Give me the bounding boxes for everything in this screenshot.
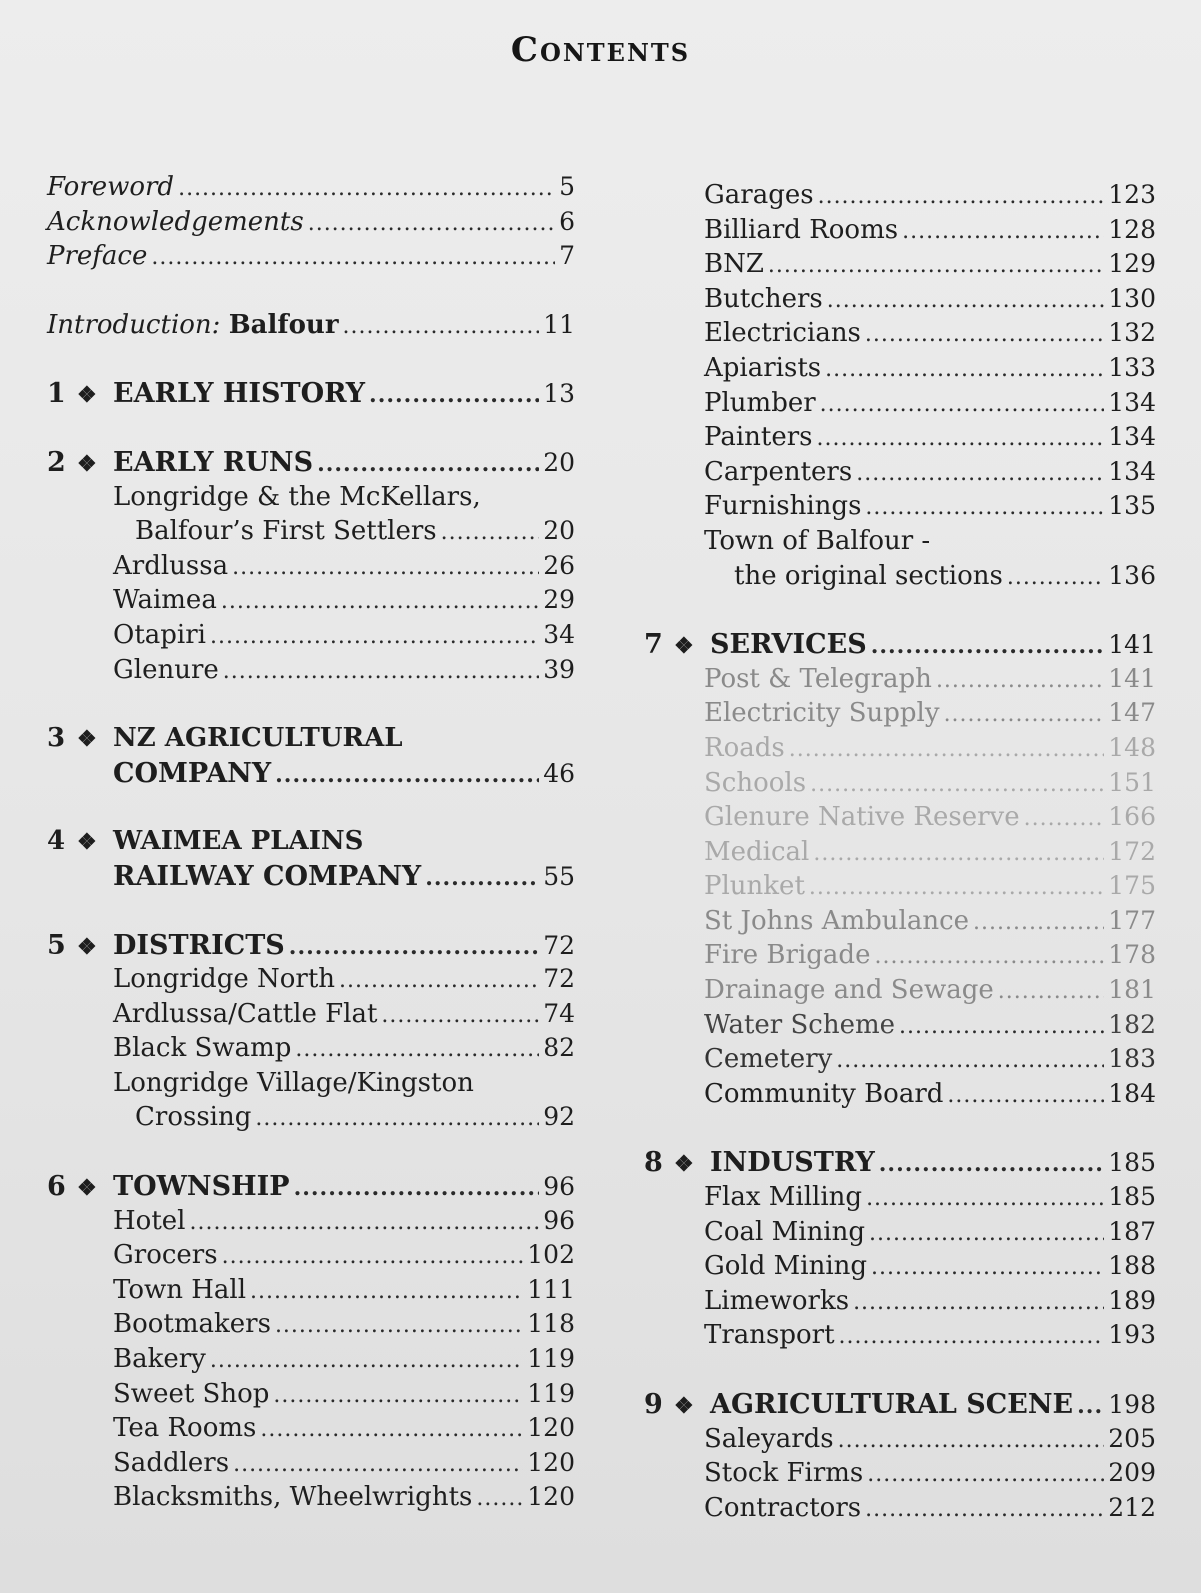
toc-entry-label: Hotel xyxy=(113,1205,186,1236)
toc-entry-village[interactable] xyxy=(47,1102,575,1137)
toc-entry-label: Ardlussa xyxy=(113,550,229,581)
toc-entry[interactable] xyxy=(704,388,1156,423)
toc-entry-label: Longridge & the McKellars, xyxy=(113,481,481,512)
dot-leader xyxy=(232,555,539,580)
intro-label: Introduction: xyxy=(47,309,221,340)
dot-leader xyxy=(221,589,539,614)
chapter-title: EARLY RUNS xyxy=(113,446,314,478)
chapter-heading-1[interactable] xyxy=(47,378,575,413)
chapter-number: 2 xyxy=(47,446,66,478)
toc-page-number: 209 xyxy=(1108,1458,1156,1488)
toc-entry-label: Painters xyxy=(704,422,813,453)
toc-entry-label: Longridge Village/Kingston xyxy=(113,1067,474,1098)
toc-entry[interactable] xyxy=(704,457,1156,492)
toc-entry-label: Tea Rooms xyxy=(113,1413,257,1444)
dot-leader xyxy=(810,772,1104,797)
toc-page-number: 141 xyxy=(1108,663,1156,693)
toc-entry-label: St Johns Ambulance xyxy=(704,905,970,936)
toc-entry[interactable] xyxy=(704,733,1156,768)
toc-page-number: 184 xyxy=(1108,1078,1156,1108)
toc-entry-label: Waimea xyxy=(113,585,217,616)
page-title: Contents xyxy=(510,30,691,70)
ornament-icon: ❖ xyxy=(674,1151,694,1178)
toc-page-number: 185 xyxy=(1108,1148,1156,1178)
dot-leader xyxy=(817,426,1105,451)
dot-leader xyxy=(865,1497,1104,1522)
toc-page-number: 129 xyxy=(1108,249,1156,279)
toc-entry-label: Grocers xyxy=(113,1240,218,1271)
toc-entry-label: Flax Milling xyxy=(704,1182,863,1213)
dot-leader xyxy=(369,382,539,408)
ornament-icon: ❖ xyxy=(674,1393,694,1419)
toc-page-number: 119 xyxy=(527,1344,575,1374)
chapter-number: 1 xyxy=(47,378,66,410)
toc-entry-label: Community Board xyxy=(704,1078,944,1109)
toc-page-number: 135 xyxy=(1108,491,1156,521)
toc-entry-label: Drainage and Sewage xyxy=(704,975,994,1006)
chapter-title: COMPANY xyxy=(113,757,272,789)
dot-leader xyxy=(866,1186,1104,1211)
toc-entry-label: Town Hall xyxy=(113,1274,247,1305)
toc-entry[interactable] xyxy=(704,1251,1156,1286)
toc-entry[interactable] xyxy=(47,964,575,999)
toc-entry[interactable] xyxy=(47,1379,575,1414)
dot-leader xyxy=(867,1462,1104,1487)
toc-entry-label: Plunket xyxy=(704,871,805,902)
chapter-number: 9 xyxy=(644,1389,663,1420)
toc-page-number: 55 xyxy=(543,861,575,891)
toc-entry[interactable] xyxy=(47,620,575,655)
toc-page-number: 151 xyxy=(1108,767,1156,797)
toc-entry-label: Foreword xyxy=(47,172,175,202)
toc-entry[interactable] xyxy=(47,1275,575,1310)
chapter-title: TOWNSHIP xyxy=(113,1171,290,1203)
toc-entry-label: Black Swamp xyxy=(113,1033,292,1064)
dot-leader xyxy=(809,875,1104,900)
chapter-title: NZ AGRICULTURAL xyxy=(113,723,403,754)
chapter-number: 8 xyxy=(644,1147,663,1179)
dot-leader xyxy=(1024,806,1105,831)
chapter-title: DISTRICTS xyxy=(113,929,285,961)
chapter-number: 4 xyxy=(47,826,66,857)
dot-leader xyxy=(869,1221,1104,1246)
dot-leader xyxy=(339,968,539,993)
toc-entry[interactable] xyxy=(704,249,1156,284)
toc-entry-preface[interactable] xyxy=(47,241,575,276)
toc-entry-label: Carpenters xyxy=(704,456,853,487)
dot-leader xyxy=(151,245,555,270)
toc-entry-longridge[interactable] xyxy=(47,516,575,551)
toc-page-number: 39 xyxy=(543,654,575,684)
toc-page-number: 119 xyxy=(527,1378,575,1408)
toc-entry[interactable] xyxy=(704,1217,1156,1252)
toc-entry-town-of-balfour[interactable] xyxy=(704,561,1156,596)
toc-page-number: 182 xyxy=(1108,1009,1156,1039)
dot-leader xyxy=(223,659,539,684)
dot-leader xyxy=(210,624,539,649)
toc-entry-label: Town of Balfour - xyxy=(704,525,931,556)
dot-leader xyxy=(275,1313,523,1338)
dot-leader xyxy=(476,1486,523,1511)
dot-leader xyxy=(343,314,540,339)
toc-entry-label: Glenure Native Reserve xyxy=(704,802,1020,833)
chapter-title: RAILWAY COMPANY xyxy=(113,860,422,892)
chapter-heading-5[interactable] xyxy=(47,930,575,965)
toc-entry-label: Post & Telegraph xyxy=(704,663,932,694)
toc-entry[interactable] xyxy=(47,999,575,1034)
toc-entry[interactable] xyxy=(704,975,1156,1010)
toc-entry-label: Balfour’s First Settlers xyxy=(135,516,437,547)
dot-leader xyxy=(998,979,1105,1004)
toc-entry-label: Furnishings xyxy=(704,491,862,522)
toc-entry-label: Fire Brigade xyxy=(704,940,871,971)
dot-leader xyxy=(871,633,1105,659)
toc-entry[interactable] xyxy=(704,940,1156,975)
toc-entry-label: Roads xyxy=(704,732,785,763)
toc-entry[interactable] xyxy=(704,1010,1156,1045)
dot-leader xyxy=(973,910,1104,935)
chapter-heading-4-cont[interactable] xyxy=(47,861,575,896)
toc-entry-label: BNZ xyxy=(704,249,764,280)
toc-page-number: 6 xyxy=(559,206,575,236)
toc-entry[interactable] xyxy=(704,318,1156,353)
toc-page-number: 74 xyxy=(543,998,575,1028)
toc-entry[interactable] xyxy=(47,585,575,620)
dot-leader xyxy=(902,219,1104,244)
toc-entry-label xyxy=(47,310,339,340)
toc-entry-label: Acknowledgements xyxy=(47,206,304,237)
chapter-heading-4[interactable] xyxy=(47,826,575,861)
toc-page-number: 136 xyxy=(1108,560,1156,590)
toc-page-number: 212 xyxy=(1108,1492,1156,1522)
toc-entry-label: Glenure xyxy=(113,654,219,685)
toc-page-number: 134 xyxy=(1108,456,1156,486)
dot-leader xyxy=(308,211,555,236)
toc-page-number: 120 xyxy=(527,1482,575,1512)
dot-leader xyxy=(820,392,1105,417)
contents-right-column xyxy=(644,180,1156,1527)
toc-entry[interactable] xyxy=(704,180,1156,215)
dot-leader xyxy=(839,1324,1105,1349)
toc-page-number: 205 xyxy=(1108,1423,1156,1453)
toc-entry[interactable] xyxy=(704,215,1156,250)
toc-page-number: 166 xyxy=(1108,802,1156,832)
toc-page-number: 128 xyxy=(1108,214,1156,244)
toc-entry-label: Saleyards xyxy=(704,1423,834,1454)
chapter-heading-6[interactable] xyxy=(47,1171,575,1206)
toc-page-number: 5 xyxy=(559,172,575,201)
toc-entry[interactable] xyxy=(704,284,1156,319)
chapter-title: SERVICES xyxy=(710,629,867,661)
toc-entry-label: Bakery xyxy=(113,1344,206,1375)
toc-page-number: 20 xyxy=(543,516,575,546)
dot-leader xyxy=(838,1428,1105,1453)
dot-leader xyxy=(1077,1393,1104,1419)
dot-leader xyxy=(768,253,1104,278)
toc-page-number: 134 xyxy=(1108,422,1156,452)
toc-entry[interactable] xyxy=(704,871,1156,906)
toc-entry[interactable] xyxy=(704,698,1156,733)
toc-entry-label: Electricians xyxy=(704,318,861,349)
dot-leader xyxy=(836,1048,1104,1073)
chapter-number: 7 xyxy=(644,629,663,661)
dot-leader xyxy=(255,1106,539,1131)
dot-leader xyxy=(317,451,539,477)
toc-entry[interactable] xyxy=(47,1206,575,1241)
toc-page-number: 181 xyxy=(1108,975,1156,1005)
toc-page-number: 13 xyxy=(543,379,575,409)
toc-entry-label: Garages xyxy=(704,180,814,210)
toc-entry-label: Transport xyxy=(704,1320,835,1351)
dot-leader xyxy=(233,1452,523,1477)
dot-leader xyxy=(936,668,1104,693)
chapter-number: 6 xyxy=(47,1171,66,1203)
dot-leader xyxy=(295,1037,539,1062)
ornament-icon: ❖ xyxy=(674,633,694,660)
toc-entry[interactable] xyxy=(704,1182,1156,1217)
toc-entry[interactable] xyxy=(704,1320,1156,1355)
toc-page-number: 178 xyxy=(1108,940,1156,970)
toc-entry[interactable] xyxy=(704,1079,1156,1114)
toc-entry-label: Bootmakers xyxy=(113,1309,271,1340)
toc-page-number: 118 xyxy=(527,1309,575,1339)
chapter-number: 3 xyxy=(47,723,66,754)
ornament-icon: ❖ xyxy=(77,450,97,477)
toc-entry[interactable] xyxy=(704,491,1156,526)
dot-leader xyxy=(441,520,540,545)
dot-leader xyxy=(818,184,1105,209)
dot-leader xyxy=(789,737,1105,762)
toc-page-number: 96 xyxy=(543,1205,575,1235)
dot-leader xyxy=(856,461,1104,486)
toc-entry-label: Sweet Shop xyxy=(113,1378,270,1409)
dot-leader xyxy=(865,322,1104,347)
ornament-icon: ❖ xyxy=(77,1175,97,1202)
toc-page-number: 7 xyxy=(559,241,575,271)
toc-page-number: 92 xyxy=(543,1102,575,1132)
toc-entry-label: Blacksmiths, Wheelwrights xyxy=(113,1482,473,1513)
toc-page-number: 82 xyxy=(543,1033,575,1063)
dot-leader xyxy=(178,176,555,201)
toc-page-number: 133 xyxy=(1108,352,1156,382)
toc-entry-label: Cemetery xyxy=(704,1044,833,1075)
toc-page-number: 26 xyxy=(543,550,575,580)
toc-entry-label: Gold Mining xyxy=(704,1251,868,1282)
toc-page-number: 102 xyxy=(527,1240,575,1270)
dot-leader xyxy=(222,1244,524,1269)
chapter-title: EARLY HISTORY xyxy=(113,378,366,410)
toc-entry-label: Schools xyxy=(704,767,807,798)
chapter-title: AGRICULTURAL SCENE xyxy=(710,1389,1074,1420)
chapter-heading-8[interactable] xyxy=(644,1147,1156,1182)
dot-leader xyxy=(865,495,1104,520)
toc-page-number: 141 xyxy=(1108,630,1156,660)
chapter-title: WAIMEA PLAINS xyxy=(113,826,364,857)
dot-leader xyxy=(899,1014,1104,1039)
toc-entry-label: Crossing xyxy=(135,1102,252,1133)
toc-page-number: 111 xyxy=(527,1274,575,1304)
toc-page-number: 193 xyxy=(1108,1320,1156,1350)
toc-page-number: 123 xyxy=(1108,180,1156,209)
toc-entry-label: Apiarists xyxy=(704,352,822,383)
dot-leader xyxy=(294,1175,540,1201)
dot-leader xyxy=(250,1279,523,1304)
toc-entry-label: Medical xyxy=(704,836,810,867)
toc-entry-label: Electricity Supply xyxy=(704,698,940,729)
dot-leader xyxy=(381,1003,539,1028)
dot-leader xyxy=(827,288,1105,313)
toc-entry[interactable] xyxy=(704,1458,1156,1493)
dot-leader xyxy=(260,1417,523,1442)
dot-leader xyxy=(813,841,1104,866)
toc-entry[interactable] xyxy=(47,1033,575,1068)
dot-leader xyxy=(853,1290,1104,1315)
dot-leader xyxy=(210,1348,523,1373)
dot-leader xyxy=(944,702,1105,727)
toc-entry[interactable] xyxy=(47,1482,575,1517)
dot-leader xyxy=(273,1383,523,1408)
toc-page-number: 188 xyxy=(1108,1251,1156,1281)
toc-page-number: 46 xyxy=(543,758,575,788)
dot-leader xyxy=(275,762,539,788)
toc-entry-label: Saddlers xyxy=(113,1447,230,1478)
toc-entry-label: Longridge North xyxy=(113,964,336,995)
dot-leader xyxy=(189,1210,539,1235)
toc-page-number: 189 xyxy=(1108,1285,1156,1315)
toc-entry-label: Contractors xyxy=(704,1492,862,1523)
toc-entry-label: Billiard Rooms xyxy=(704,214,899,245)
toc-page-number: 72 xyxy=(543,930,575,960)
toc-entry[interactable] xyxy=(704,837,1156,872)
toc-entry[interactable] xyxy=(704,768,1156,803)
toc-page-number: 96 xyxy=(543,1172,575,1202)
toc-entry[interactable] xyxy=(47,1240,575,1275)
toc-page-number: 147 xyxy=(1108,698,1156,728)
toc-entry-label: Plumber xyxy=(704,387,816,418)
toc-entry-label: Coal Mining xyxy=(704,1216,866,1247)
toc-page-number: 11 xyxy=(543,309,575,339)
dot-leader xyxy=(289,934,539,960)
chapter-heading-7[interactable] xyxy=(644,629,1156,664)
ornament-icon: ❖ xyxy=(77,382,97,409)
toc-page-number: 172 xyxy=(1108,836,1156,866)
toc-page-number: 120 xyxy=(527,1447,575,1477)
ornament-icon: ❖ xyxy=(77,933,97,960)
toc-entry[interactable] xyxy=(704,1424,1156,1459)
toc-entry[interactable] xyxy=(47,551,575,586)
toc-entry-label: Stock Firms xyxy=(704,1458,864,1489)
dot-leader xyxy=(879,1151,1105,1177)
toc-entry[interactable] xyxy=(704,353,1156,388)
chapter-title: INDUSTRY xyxy=(710,1147,875,1179)
contents-left-column xyxy=(47,172,575,1517)
toc-page-number: 29 xyxy=(543,585,575,615)
toc-page-number: 175 xyxy=(1108,871,1156,901)
toc-entry[interactable] xyxy=(704,422,1156,457)
chapter-heading-3-cont[interactable] xyxy=(47,758,575,793)
ornament-icon: ❖ xyxy=(77,726,97,753)
toc-page-number: 148 xyxy=(1108,732,1156,762)
toc-entry-label: Limeworks xyxy=(704,1285,850,1316)
toc-entry[interactable] xyxy=(47,1448,575,1483)
toc-entry[interactable] xyxy=(47,1413,575,1448)
dot-leader xyxy=(425,865,539,891)
toc-entry-acknowledgements[interactable] xyxy=(47,207,575,242)
toc-page-number: 183 xyxy=(1108,1044,1156,1074)
toc-page-number: 132 xyxy=(1108,318,1156,348)
toc-entry-label: Ardlussa/Cattle Flat xyxy=(113,998,378,1029)
dot-leader xyxy=(947,1083,1104,1108)
chapter-heading-2[interactable] xyxy=(47,447,575,482)
toc-page-number: 72 xyxy=(543,964,575,994)
dot-leader xyxy=(825,357,1104,382)
toc-page-number: 20 xyxy=(543,447,575,477)
toc-entry-label: Otapiri xyxy=(113,619,206,650)
toc-entry[interactable] xyxy=(704,1044,1156,1079)
toc-entry[interactable] xyxy=(47,655,575,690)
toc-page-number: 130 xyxy=(1108,283,1156,313)
toc-page-number: 187 xyxy=(1108,1216,1156,1246)
dot-leader xyxy=(871,1255,1104,1280)
dot-leader xyxy=(1007,565,1104,590)
toc-entry-label: the original sections xyxy=(734,560,1003,591)
chapter-number: 5 xyxy=(47,929,66,961)
dot-leader xyxy=(874,944,1104,969)
toc-entry[interactable] xyxy=(704,1286,1156,1321)
toc-entry-label: Butchers xyxy=(704,283,823,314)
toc-page-number: 185 xyxy=(1108,1182,1156,1212)
toc-entry[interactable] xyxy=(704,1493,1156,1528)
toc-entry-foreword[interactable] xyxy=(47,172,575,207)
toc-entry[interactable] xyxy=(704,906,1156,941)
toc-entry-label: Preface xyxy=(47,241,148,272)
ornament-icon: ❖ xyxy=(77,829,97,856)
intro-subject: Balfour xyxy=(228,309,339,340)
chapter-heading-9[interactable] xyxy=(644,1389,1156,1424)
chapter-heading-3[interactable] xyxy=(47,723,575,758)
toc-page-number: 177 xyxy=(1108,905,1156,935)
toc-entry-introduction[interactable] xyxy=(47,310,575,345)
toc-page-number: 120 xyxy=(527,1413,575,1443)
toc-page-number: 34 xyxy=(543,619,575,649)
toc-page-number: 198 xyxy=(1108,1390,1156,1419)
toc-entry[interactable] xyxy=(47,1344,575,1379)
toc-entry[interactable] xyxy=(704,802,1156,837)
toc-entry[interactable] xyxy=(47,1309,575,1344)
toc-page-number: 134 xyxy=(1108,387,1156,417)
toc-entry-label: Water Scheme xyxy=(704,1009,896,1040)
toc-entry[interactable] xyxy=(704,664,1156,699)
